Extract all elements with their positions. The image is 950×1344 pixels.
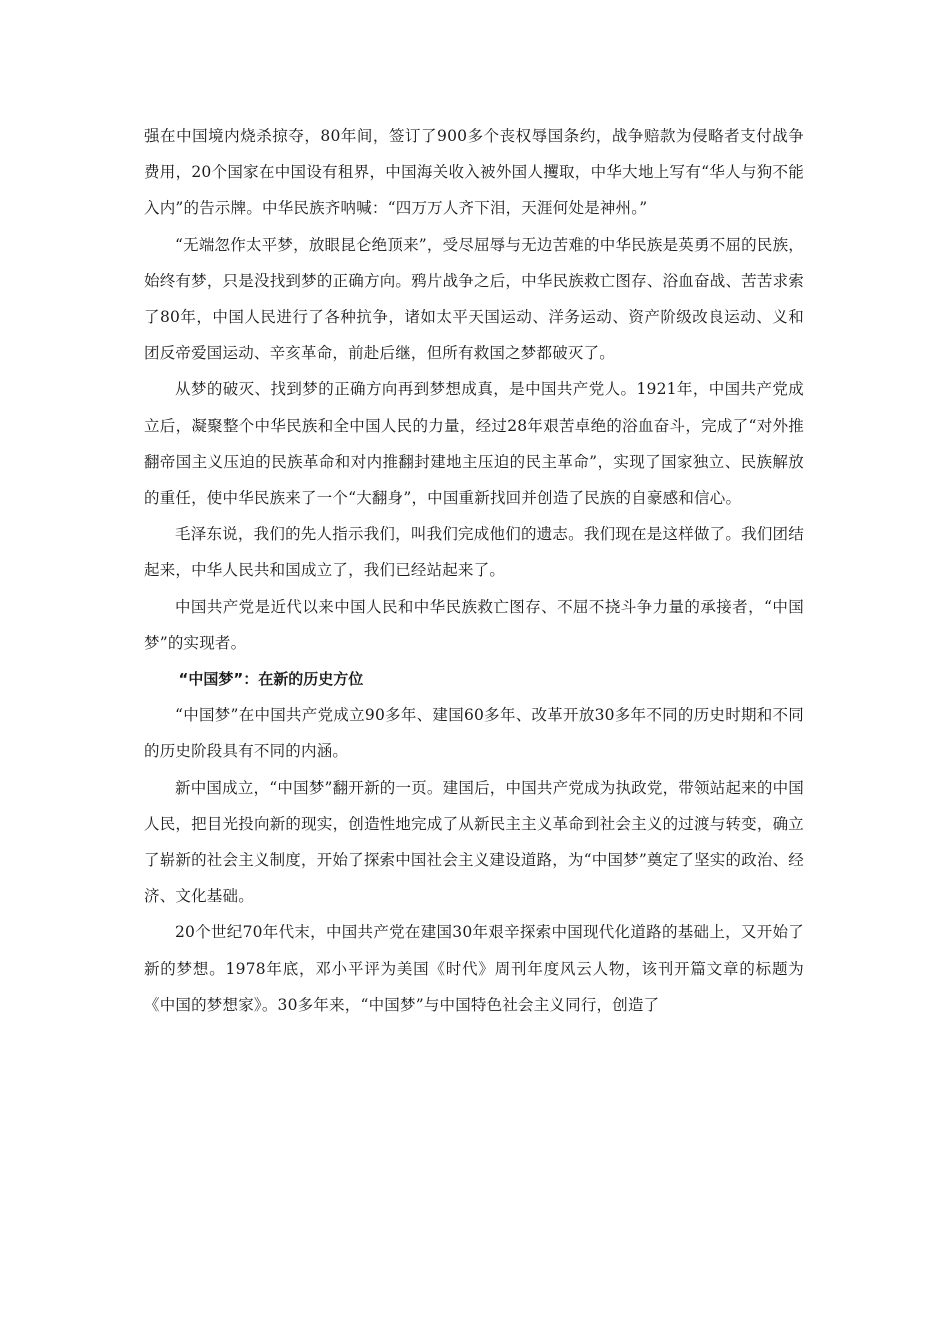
section-heading: “中国梦”：在新的历史方位 [178,670,364,689]
paragraph-new-china: 新中国成立，“中国梦”翻开新的一页。建国后，中国共产党成为执政党，带领站起来的中国人民，把目光投向新的现实，创造性地完成了从新民主主义革命到社会主义的过渡与转变，确立了崭新的社会主义制度，开始了探索中国社会主义建设道路，为“中国梦”奠定了坚实的政治、经济、文化基础。 [144,778,804,906]
paragraph-mao-quote: 毛泽东说，我们的先人指示我们，叫我们完成他们的遗志。我们现在是这样做了。我们团结起来，中华人民共和国成立了，我们已经站起来了。 [144,525,804,580]
paragraph-reform-era: 20个世纪70年代末，中国共产党在建国30年艰辛探索中国现代化道路的基础上，又开始了新的梦想。1978年底，邓小平评为美国《时代》周刊年度风云人物，该刊开篇文章的标题为《中国的梦想家》。30多年来，“中国梦”与中国特色社会主义同行，创造了 [144,923,804,1014]
paragraph-party-founding: 从梦的破灭、找到梦的正确方向再到梦想成真，是中国共产党人。1921年，中国共产党成立后，凝聚整个中华民族和全中国人民的力量，经过28年艰苦卓绝的浴血奋斗，完成了“对外推翻帝国主义压迫的民族革命和对内推翻封建地主压迫的民主革命”，实现了国家独立、民族解放的重任，使中华民族来了一个“大翻身”，中国重新找回并创造了民族的自豪感和信心。 [144,380,804,508]
paragraph-party-inheritor: 中国共产党是近代以来中国人民和中华民族救亡图存、不屈不挠斗争力量的承接者，“中国梦”的实现者。 [144,597,804,652]
paragraph-taiping-dream: “无端忽作太平梦，放眼昆仑绝顶来”，受尽屈辱与无边苦难的中华民族是英勇不屈的民族，始终有梦，只是没找到梦的正确方向。鸦片战争之后，中华民族救亡图存、浴血奋战、苦苦求索了80年，中国人民进行了各种抗争，诸如太平天国运动、洋务运动、资产阶级改良运动、义和团反帝爱国运动、辛亥革命，前赴后继，但所有救国之梦都破灭了。 [144,235,804,363]
paragraph-opening-history: 强在中国境内烧杀掠夺，80年间，签订了900多个丧权辱国条约，战争赔款为侵略者支付战争费用，20个国家在中国设有租界，中国海关收入被外国人攫取，中华大地上写有“华人与狗不能入内”的告示牌。中华民族齐呐喊：“四万万人齐下泪，天涯何处是神州。” [144,127,804,218]
paragraph-dream-meaning: “中国梦”在中国共产党成立90多年、建国60多年、改革开放30多年不同的历史时期和不同的历史阶段具有不同的内涵。 [144,706,804,761]
document-body [144,118,804,1023]
